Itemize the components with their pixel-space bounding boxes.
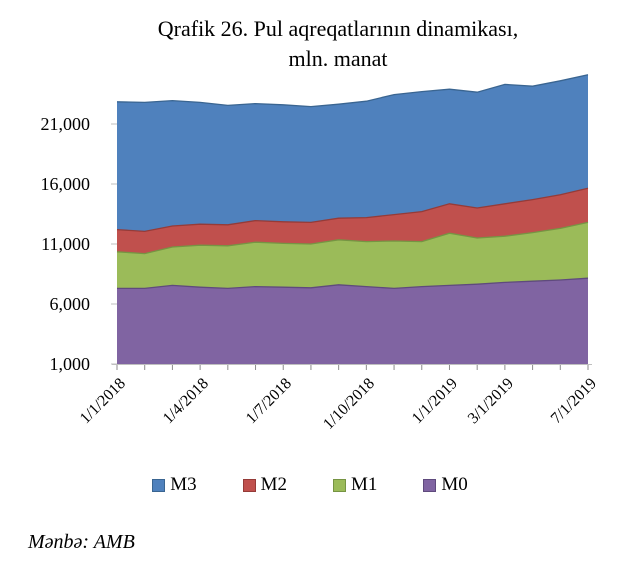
y-axis-tick-label: 21,000 <box>40 114 90 134</box>
legend-swatch-m2 <box>243 479 256 492</box>
y-axis-tick-label: 16,000 <box>40 174 90 194</box>
legend-item-m2 <box>243 474 287 496</box>
legend-label-m3: M3 <box>170 474 197 495</box>
x-axis-tick-label: 3/1/2019 <box>464 375 518 428</box>
y-axis-tick-label: 11,000 <box>41 234 90 254</box>
chart-title-line1: Qrafik 26. Pul aqreqatlarının dinamikası, <box>157 16 519 41</box>
y-axis-tick-label: 1,000 <box>49 354 90 374</box>
legend <box>0 474 620 496</box>
legend-label-m0: M0 <box>441 474 468 495</box>
area-m0 <box>117 278 588 364</box>
legend-item-m3 <box>152 474 196 496</box>
legend-label-m1: M1 <box>351 474 378 495</box>
legend-swatch-m0 <box>423 479 436 492</box>
legend-swatch-m3 <box>152 479 165 492</box>
legend-swatch-m1 <box>333 479 346 492</box>
x-axis-tick-label: 1/1/2019 <box>408 375 462 428</box>
y-axis-tick-label: 6,000 <box>49 294 90 314</box>
source-note: Mənbə: AMB <box>28 531 135 553</box>
legend-label-m2: M2 <box>260 474 287 495</box>
chart-title-line2: mln. manat <box>288 46 388 71</box>
x-axis-tick-label: 1/1/2018 <box>76 375 130 428</box>
x-axis-tick-label: 1/7/2018 <box>242 375 296 428</box>
x-axis-tick-label: 7/1/2019 <box>547 375 601 428</box>
x-axis-tick-label: 1/4/2018 <box>159 375 213 428</box>
x-axis-tick-label: 1/10/2018 <box>320 375 379 433</box>
legend-item-m0 <box>423 474 467 496</box>
legend-item-m1 <box>333 474 377 496</box>
